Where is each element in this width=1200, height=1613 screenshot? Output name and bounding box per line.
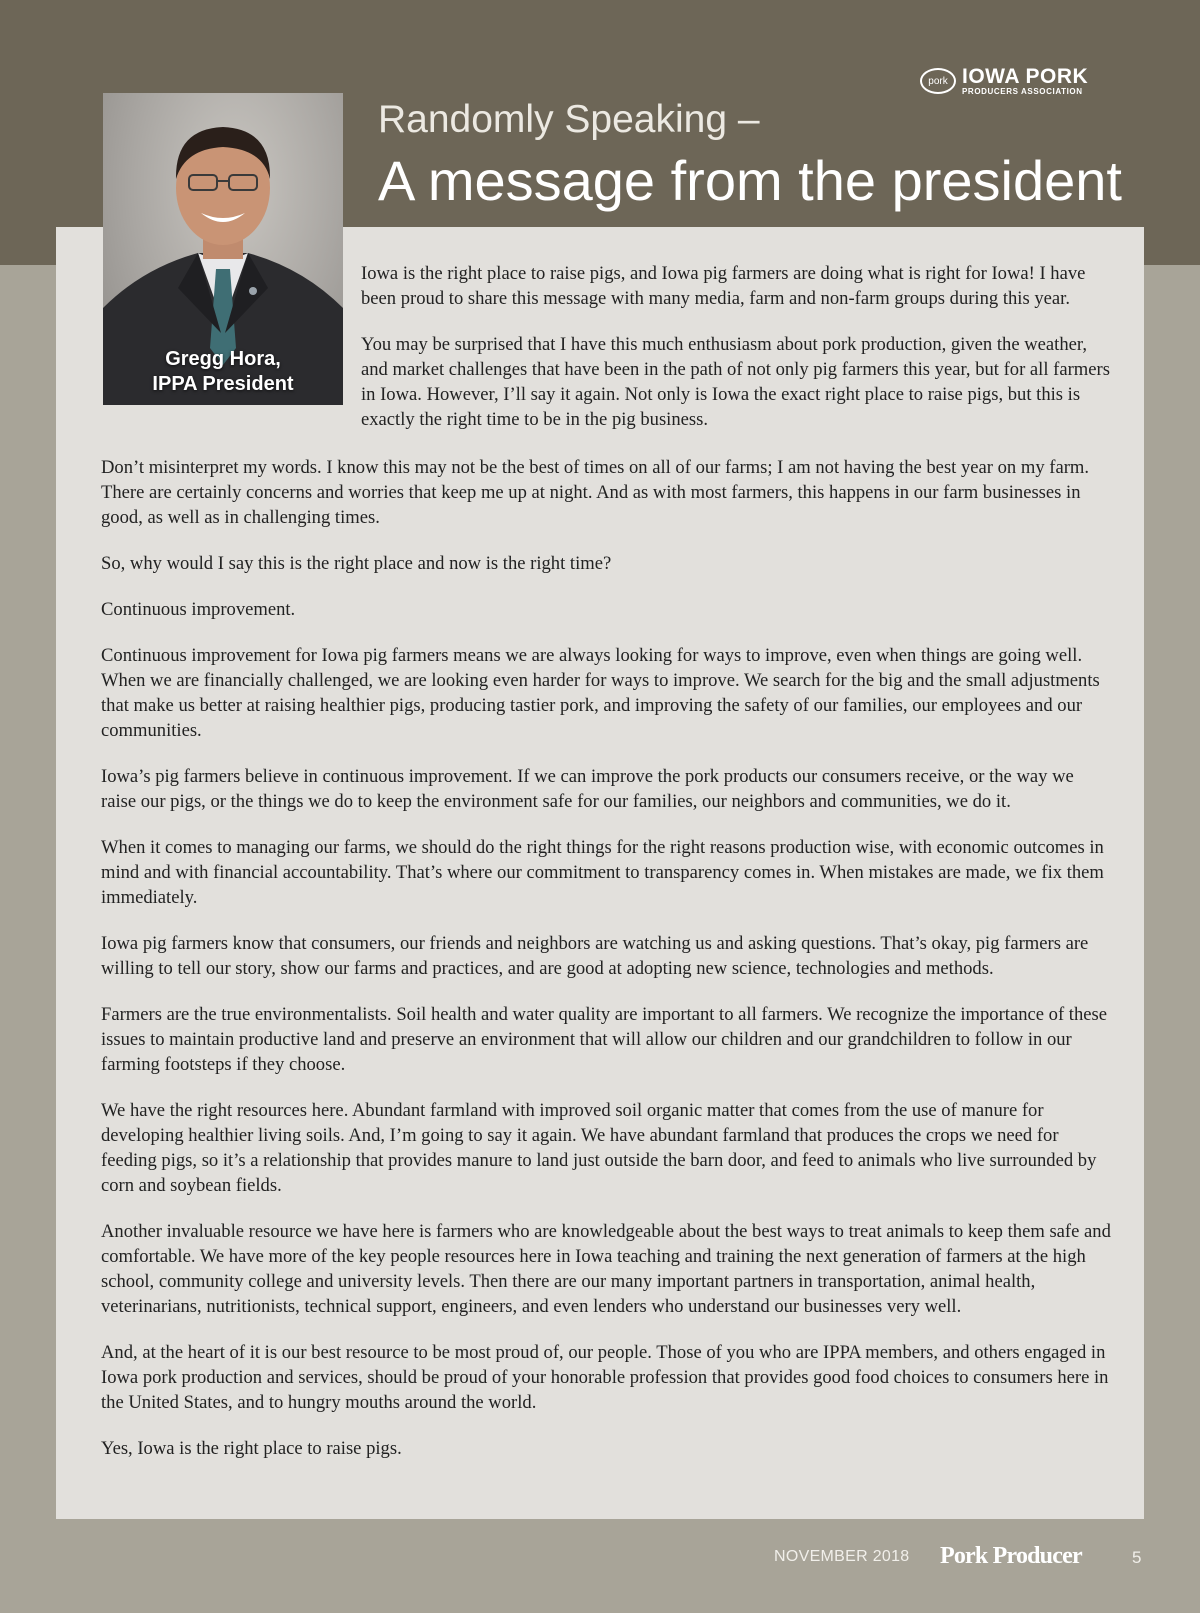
- caption-name: Gregg Hora,: [165, 348, 281, 370]
- paragraph: We have the right resources here. Abundant farmland with improved soil organic matter that comes from the use of manure for developing healthier living soils. And, I’m going to say it again. We have abundant farmland that produces the crops we need for feeding pigs, so it’s a relationship that provides manure to land just outside the barn door, and feed to animals who live surrounded by corn and soybean fields.: [101, 1100, 1097, 1196]
- paragraph: Another invaluable resource we have here is farmers who are knowledgeable about the best ways to treat animals to keep them safe and comfortable. We have more of the key people resources here in Iowa teaching and training the next generation of farmers at the high school, community college and university levels. Then there are our many important partners in transportation, animal health, veterinarians, nutritionists, technical support, engineers, and even lenders who understand our businesses very well.: [101, 1221, 1111, 1317]
- paragraph: You may be surprised that I have this much enthusiasm about pork production, given the weather, and market challenges that have been in the path of not only pig farmers this year, but for all farmers in Iowa. However, I’ll say it again. Not only is Iowa the exact right place to raise pigs, but this is exactly the right time to be in the pig business.: [361, 334, 1110, 430]
- paragraph: Continuous improvement for Iowa pig farmers means we are always looking for ways to improve, even when things are going well. When we are financially challenged, we are looking even harder for ways to improve. We search for the big and the small adjustments that make us better at raising healthier pigs, producing tastier pork, and improving the safety of our families, our employees and our communities.: [101, 645, 1100, 741]
- paragraph: Continuous improvement.: [101, 599, 296, 620]
- paragraph: So, why would I say this is the right place and now is the right time?: [101, 553, 612, 574]
- president-photo: [103, 93, 343, 405]
- page-title: A message from the president: [378, 149, 1122, 212]
- logo-text: [962, 66, 1088, 96]
- iowa-pork-logo: [920, 66, 1142, 96]
- paragraph: Yes, Iowa is the right place to raise pigs.: [101, 1438, 402, 1459]
- page-number: 5: [1132, 1548, 1142, 1567]
- paragraph: When it comes to managing our farms, we should do the right things for the right reasons production wise, with economic outcomes in mind and with financial accountability. That’s where our commitment to transparency comes in. When mistakes are made, we fix them immediately.: [101, 837, 1104, 908]
- page-kicker: Randomly Speaking –: [378, 98, 760, 141]
- issue-date: NOVEMBER 2018: [774, 1548, 910, 1565]
- logo-subtitle: PRODUCERS ASSOCIATION: [962, 87, 1083, 96]
- pork-logo-icon: pork: [920, 68, 956, 94]
- logo-name: IOWA PORK: [962, 65, 1089, 88]
- paragraph: Iowa is the right place to raise pigs, and Iowa pig farmers are doing what is right for Iowa! I have been proud to share this message with many media, farm and non-farm groups during this year.: [361, 263, 1086, 309]
- article-body: [101, 455, 1113, 1482]
- paragraph: And, at the heart of it is our best resource to be most proud of, our people. Those of you who are IPPA members, and others engaged in Iowa pork production and services, should be proud of your honorable profession that provides good food choices to consumers here in the United States, and to hungry mouths around the world.: [101, 1342, 1109, 1413]
- paragraph: Iowa’s pig farmers believe in continuous improvement. If we can improve the pork products our consumers receive, or the way we raise our pigs, or the things we do to keep the environment safe for our families, our neighbors and communities, we do it.: [101, 766, 1074, 812]
- magazine-brand: Pork Producer: [940, 1543, 1082, 1569]
- paragraph: Don’t misinterpret my words. I know this may not be the best of times on all of our farms; I am not having the best year on my farm. There are certainly concerns and worries that keep me up at night. And as with most farmers, this happens in our farm businesses in good, as well as in challenging times.: [101, 457, 1090, 528]
- photo-caption: [103, 347, 343, 397]
- article-intro: [361, 261, 1113, 453]
- caption-role: IPPA President: [152, 373, 294, 395]
- paragraph: Farmers are the true environmentalists. Soil health and water quality are important to all farmers. We recognize the importance of these issues to maintain productive land and preserve an environment that will allow our children and our grandchildren to follow in our farming footsteps if they choose.: [101, 1004, 1107, 1075]
- paragraph: Iowa pig farmers know that consumers, our friends and neighbors are watching us and asking questions. That’s okay, pig farmers are willing to tell our story, show our farms and practices, and are good at adopting new science, technologies and methods.: [101, 933, 1089, 979]
